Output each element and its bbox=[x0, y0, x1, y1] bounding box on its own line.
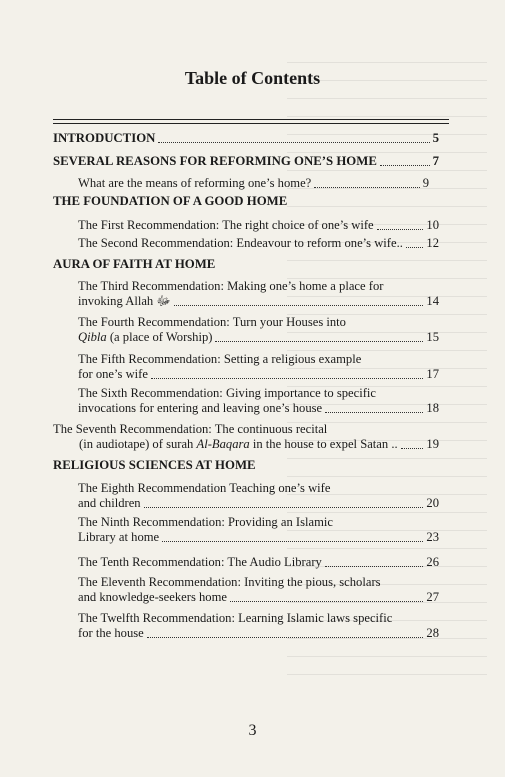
leader-dots bbox=[377, 229, 424, 230]
toc-entry-title: THE FOUNDATION OF A GOOD HOME bbox=[53, 194, 288, 208]
toc-entry-title: AURA OF FAITH AT HOME bbox=[53, 257, 216, 271]
toc-page-number: 12 bbox=[426, 236, 439, 250]
leader-dots bbox=[325, 566, 424, 567]
toc-entry bbox=[78, 279, 439, 309]
toc-entry bbox=[78, 176, 429, 191]
toc-page-number: 15 bbox=[426, 330, 439, 344]
toc-entry-title: The Sixth Recommendation: Giving importance to specific bbox=[78, 386, 376, 400]
toc-page-number: 27 bbox=[426, 590, 439, 604]
leader-dots bbox=[151, 378, 423, 379]
leader-dots bbox=[162, 541, 423, 542]
leader-dots bbox=[230, 601, 423, 602]
toc-entry bbox=[53, 154, 439, 169]
toc-entry-title: RELIGIOUS SCIENCES AT HOME bbox=[53, 458, 256, 472]
toc-entry-title: INTRODUCTION bbox=[53, 131, 156, 145]
toc-entry bbox=[78, 515, 439, 545]
leader-dots bbox=[174, 305, 424, 306]
toc-entry bbox=[78, 352, 439, 382]
toc-entry bbox=[78, 386, 439, 416]
title-rule-top bbox=[53, 119, 449, 120]
toc-entry bbox=[53, 257, 439, 272]
leader-dots bbox=[325, 412, 423, 413]
toc-entry-title: SEVERAL REASONS FOR REFORMING ONE’S HOME bbox=[53, 154, 377, 168]
toc-entry-title: (in audiotape) of surah Al-Baqara in the house to expel Satan .. bbox=[79, 437, 398, 451]
leader-dots bbox=[144, 507, 424, 508]
toc-page-number: 23 bbox=[426, 530, 439, 544]
leader-dots bbox=[314, 187, 419, 188]
toc-entry bbox=[53, 131, 439, 146]
toc-entry-title: The Ninth Recommendation: Providing an Islamic bbox=[78, 515, 333, 529]
toc-entry bbox=[53, 194, 439, 209]
toc-entry-title: The Seventh Recommendation: The continuous recital bbox=[53, 422, 328, 436]
leader-dots bbox=[406, 247, 424, 248]
title-rule-bottom bbox=[53, 123, 449, 124]
toc-entry-title: The Tenth Recommendation: The Audio Library bbox=[78, 555, 322, 569]
toc-entry-title: The Third Recommendation: Making one’s home a place for bbox=[78, 279, 384, 293]
toc-page-number: 14 bbox=[426, 294, 439, 308]
toc-entry-title: The Second Recommendation: Endeavour to reform one’s wife.. bbox=[78, 236, 403, 250]
toc-page-number: 9 bbox=[422, 176, 429, 190]
toc-entry bbox=[53, 458, 439, 473]
toc-entry bbox=[78, 218, 439, 233]
toc-page-number: 18 bbox=[426, 401, 439, 415]
page-title: Table of Contents bbox=[184, 68, 321, 88]
toc-page-number: 26 bbox=[426, 555, 439, 569]
toc-entry-title: invocations for entering and leaving one’s house bbox=[78, 401, 323, 415]
toc-page-number: 7 bbox=[432, 154, 439, 168]
leader-dots bbox=[215, 341, 423, 342]
toc-entry-title: and knowledge-seekers home bbox=[78, 590, 227, 604]
toc-entry-title: The First Recommendation: The right choice of one’s wife bbox=[78, 218, 374, 232]
toc-entry-title: for the house bbox=[78, 626, 144, 640]
toc-entry-title: The Fifth Recommendation: Setting a religious example bbox=[78, 352, 362, 366]
toc-entry-title: The Twelfth Recommendation: Learning Islamic laws specific bbox=[78, 611, 393, 625]
toc-page-number: 20 bbox=[426, 496, 439, 510]
toc-page-number: 17 bbox=[426, 367, 439, 381]
toc-entry bbox=[78, 236, 439, 251]
leader-dots bbox=[401, 448, 424, 449]
toc-entry-title: Qibla (a place of Worship) bbox=[78, 330, 213, 344]
toc-entry-title: and children bbox=[78, 496, 141, 510]
toc-entry bbox=[53, 422, 439, 452]
toc-page-number: 5 bbox=[432, 131, 439, 145]
toc-entry bbox=[78, 611, 439, 641]
toc-page-number: 10 bbox=[426, 218, 439, 232]
toc-page-number: 19 bbox=[426, 437, 439, 451]
toc-entry bbox=[78, 575, 439, 605]
toc-page-number: 28 bbox=[426, 626, 439, 640]
toc-entry bbox=[78, 555, 439, 570]
leader-dots bbox=[147, 637, 424, 638]
toc-entry-title: for one’s wife bbox=[78, 367, 148, 381]
page-number: 3 bbox=[248, 722, 257, 739]
toc-entry bbox=[78, 315, 439, 345]
toc-entry-title: The Eighth Recommendation Teaching one’s wife bbox=[78, 481, 331, 495]
leader-dots bbox=[158, 142, 429, 143]
toc-entry-title: The Eleventh Recommendation: Inviting the pious, scholars bbox=[78, 575, 381, 589]
toc-entry-title: invoking Allah ﷻ bbox=[78, 294, 171, 308]
toc-entry-title: The Fourth Recommendation: Turn your Houses into bbox=[78, 315, 346, 329]
leader-dots bbox=[380, 165, 430, 166]
toc-entry-title: Library at home bbox=[78, 530, 160, 544]
toc-entry bbox=[78, 481, 439, 511]
toc-entry-title: What are the means of reforming one’s home? bbox=[78, 176, 312, 190]
